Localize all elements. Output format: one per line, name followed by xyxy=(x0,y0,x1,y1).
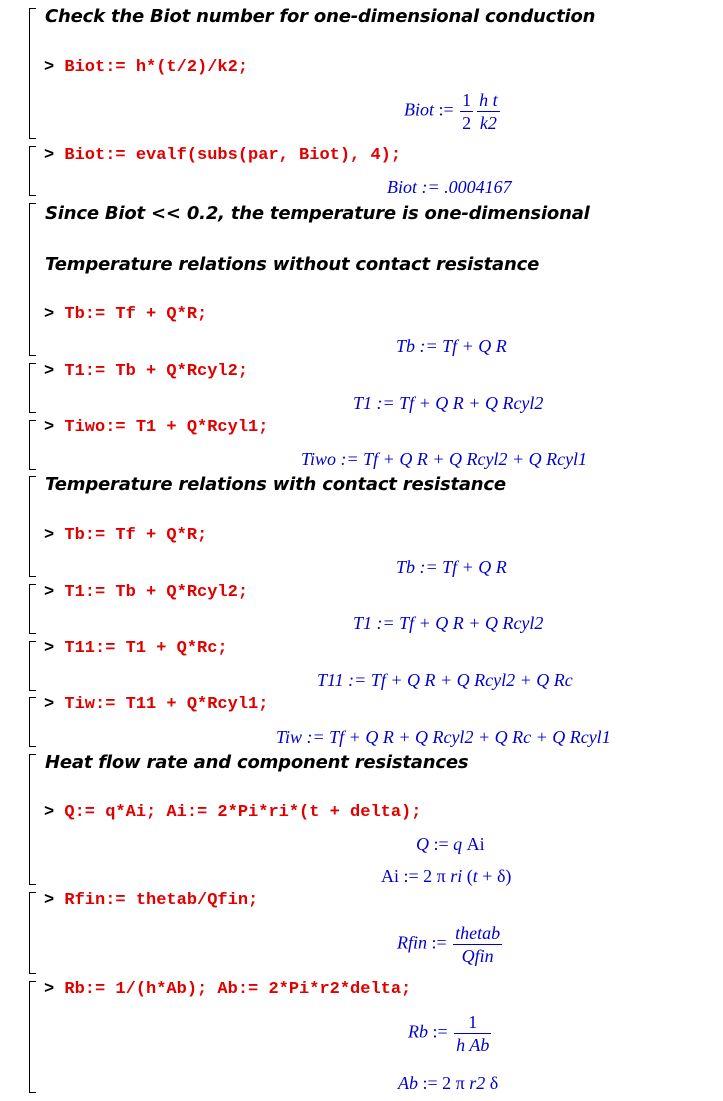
command-text[interactable]: Q:= q*Ai; Ai:= 2*Pi*ri*(t + delta); xyxy=(64,803,422,822)
paren: ) xyxy=(505,866,512,886)
delta-symbol: δ xyxy=(489,1073,499,1093)
group-bracket[interactable] xyxy=(29,420,30,470)
prompt: > xyxy=(44,526,55,545)
output-line: T1 := Tf + Q R + Q Rcyl2 xyxy=(353,393,544,413)
command-text[interactable]: Rfin:= thetab/Qfin; xyxy=(64,891,259,910)
assign-operator: := xyxy=(432,1021,448,1042)
input-line[interactable] xyxy=(44,639,228,658)
output-line: Tb := Tf + Q R xyxy=(396,336,507,356)
command-text[interactable]: T1:= Tb + Q*Rcyl2; xyxy=(64,583,249,602)
command-text[interactable]: T1:= Tb + Q*Rcyl2; xyxy=(64,362,249,381)
assign-operator: := xyxy=(403,866,419,886)
group-bracket[interactable] xyxy=(29,363,30,413)
variable: ri xyxy=(450,866,463,886)
fraction xyxy=(460,89,473,134)
prompt: > xyxy=(44,639,55,658)
text-note: Since Biot << 0.2, the temperature is one-dimensional xyxy=(45,203,590,224)
group-bracket[interactable] xyxy=(29,892,30,974)
group-bracket[interactable] xyxy=(29,754,30,885)
command-text[interactable]: Biot:= evalf(subs(par, Biot), 4); xyxy=(64,146,402,165)
command-text[interactable]: Tiw:= T11 + Q*Rcyl1; xyxy=(64,695,269,714)
text-note: Temperature relations with contact resistance xyxy=(45,474,506,495)
output-biot-fraction xyxy=(404,89,502,134)
output-line: Biot := .0004167 xyxy=(387,177,512,197)
constant: 2 xyxy=(423,866,433,886)
command-text[interactable]: Tb:= Tf + Q*R; xyxy=(64,305,208,324)
input-line[interactable] xyxy=(44,980,411,999)
output-line: T1 := Tf + Q R + Q Rcyl2 xyxy=(353,613,544,633)
command-text[interactable]: Rb:= 1/(h*Ab); Ab:= 2*Pi*r2*delta; xyxy=(64,980,412,999)
denominator: h Ab xyxy=(456,1035,490,1055)
prompt: > xyxy=(44,891,55,910)
input-line[interactable] xyxy=(44,146,401,165)
numerator: h t xyxy=(479,90,498,110)
assign-operator: := xyxy=(438,99,454,120)
pi-symbol: π xyxy=(436,866,446,886)
input-line[interactable] xyxy=(44,891,258,910)
input-line[interactable] xyxy=(44,695,268,714)
prompt: > xyxy=(44,803,55,822)
output-rhs: Ai xyxy=(466,834,485,854)
prompt: > xyxy=(44,695,55,714)
command-text[interactable]: Tb:= Tf + Q*R; xyxy=(64,526,208,545)
assign-operator: := xyxy=(422,1073,438,1093)
input-line[interactable] xyxy=(44,362,248,381)
assign-operator: := xyxy=(431,932,447,953)
paren: ( xyxy=(466,866,473,886)
text-note: Temperature relations without contact resistance xyxy=(45,254,540,275)
delta-symbol: δ xyxy=(496,866,506,886)
output-ab xyxy=(398,1073,498,1094)
pi-symbol: π xyxy=(455,1073,465,1093)
group-bracket[interactable] xyxy=(29,203,30,356)
numerator: 1 xyxy=(454,1011,491,1034)
numerator: thetab xyxy=(455,923,501,943)
input-line[interactable] xyxy=(44,526,207,545)
input-line[interactable] xyxy=(44,58,248,77)
output-lhs: Rb xyxy=(408,1021,428,1042)
fraction xyxy=(453,922,502,967)
command-text[interactable]: Tiwo:= T1 + Q*Rcyl1; xyxy=(64,418,269,437)
prompt: > xyxy=(44,146,55,165)
variable: r2 xyxy=(469,1073,486,1093)
group-bracket[interactable] xyxy=(29,8,30,139)
prompt: > xyxy=(44,305,55,324)
denominator: Qfin xyxy=(461,946,494,966)
output-line: Tb := Tf + Q R xyxy=(396,557,507,577)
fraction xyxy=(477,89,500,134)
input-line[interactable] xyxy=(44,803,421,822)
prompt: > xyxy=(44,980,55,999)
variable: t xyxy=(472,866,478,886)
output-lhs: Rfin xyxy=(397,932,427,953)
prompt: > xyxy=(44,362,55,381)
prompt: > xyxy=(44,418,55,437)
output-lhs: Q xyxy=(416,834,429,854)
output-rhs: q xyxy=(453,834,463,854)
assign-operator: := xyxy=(433,834,449,854)
text-note: Heat flow rate and component resistances xyxy=(45,752,469,773)
group-bracket[interactable] xyxy=(29,641,30,691)
operator: + xyxy=(482,866,493,886)
command-text[interactable]: T11:= T1 + Q*Rc; xyxy=(64,639,228,658)
output-lhs: Ab xyxy=(398,1073,418,1093)
output-ai xyxy=(381,866,511,887)
output-q xyxy=(416,834,485,855)
input-line[interactable] xyxy=(44,418,268,437)
output-rfin-fraction xyxy=(397,922,504,967)
output-rb-fraction xyxy=(408,1011,493,1056)
denominator: k2 xyxy=(479,113,497,133)
command-text[interactable]: Biot:= h*(t/2)/k2; xyxy=(64,58,249,77)
input-line[interactable] xyxy=(44,305,207,324)
output-lhs: Biot xyxy=(404,99,434,120)
group-bracket[interactable] xyxy=(29,476,30,577)
input-line[interactable] xyxy=(44,583,248,602)
group-bracket[interactable] xyxy=(29,146,30,196)
output-line: Tiwo := Tf + Q R + Q Rcyl2 + Q Rcyl1 xyxy=(301,449,588,469)
numerator: 1 xyxy=(462,90,472,110)
prompt: > xyxy=(44,58,55,77)
denominator: 2 xyxy=(462,113,472,133)
output-line: T11 := Tf + Q R + Q Rcyl2 + Q Rc xyxy=(317,670,573,690)
group-bracket[interactable] xyxy=(29,697,30,747)
text-note: Check the Biot number for one-dimensional conduction xyxy=(45,6,596,27)
prompt: > xyxy=(44,583,55,602)
group-bracket[interactable] xyxy=(29,584,30,634)
output-line: Tiw := Tf + Q R + Q Rcyl2 + Q Rc + Q Rcyl1 xyxy=(276,727,611,747)
group-bracket[interactable] xyxy=(29,981,30,1093)
output-lhs: Ai xyxy=(381,866,399,886)
fraction xyxy=(454,1011,491,1056)
constant: 2 xyxy=(442,1073,452,1093)
